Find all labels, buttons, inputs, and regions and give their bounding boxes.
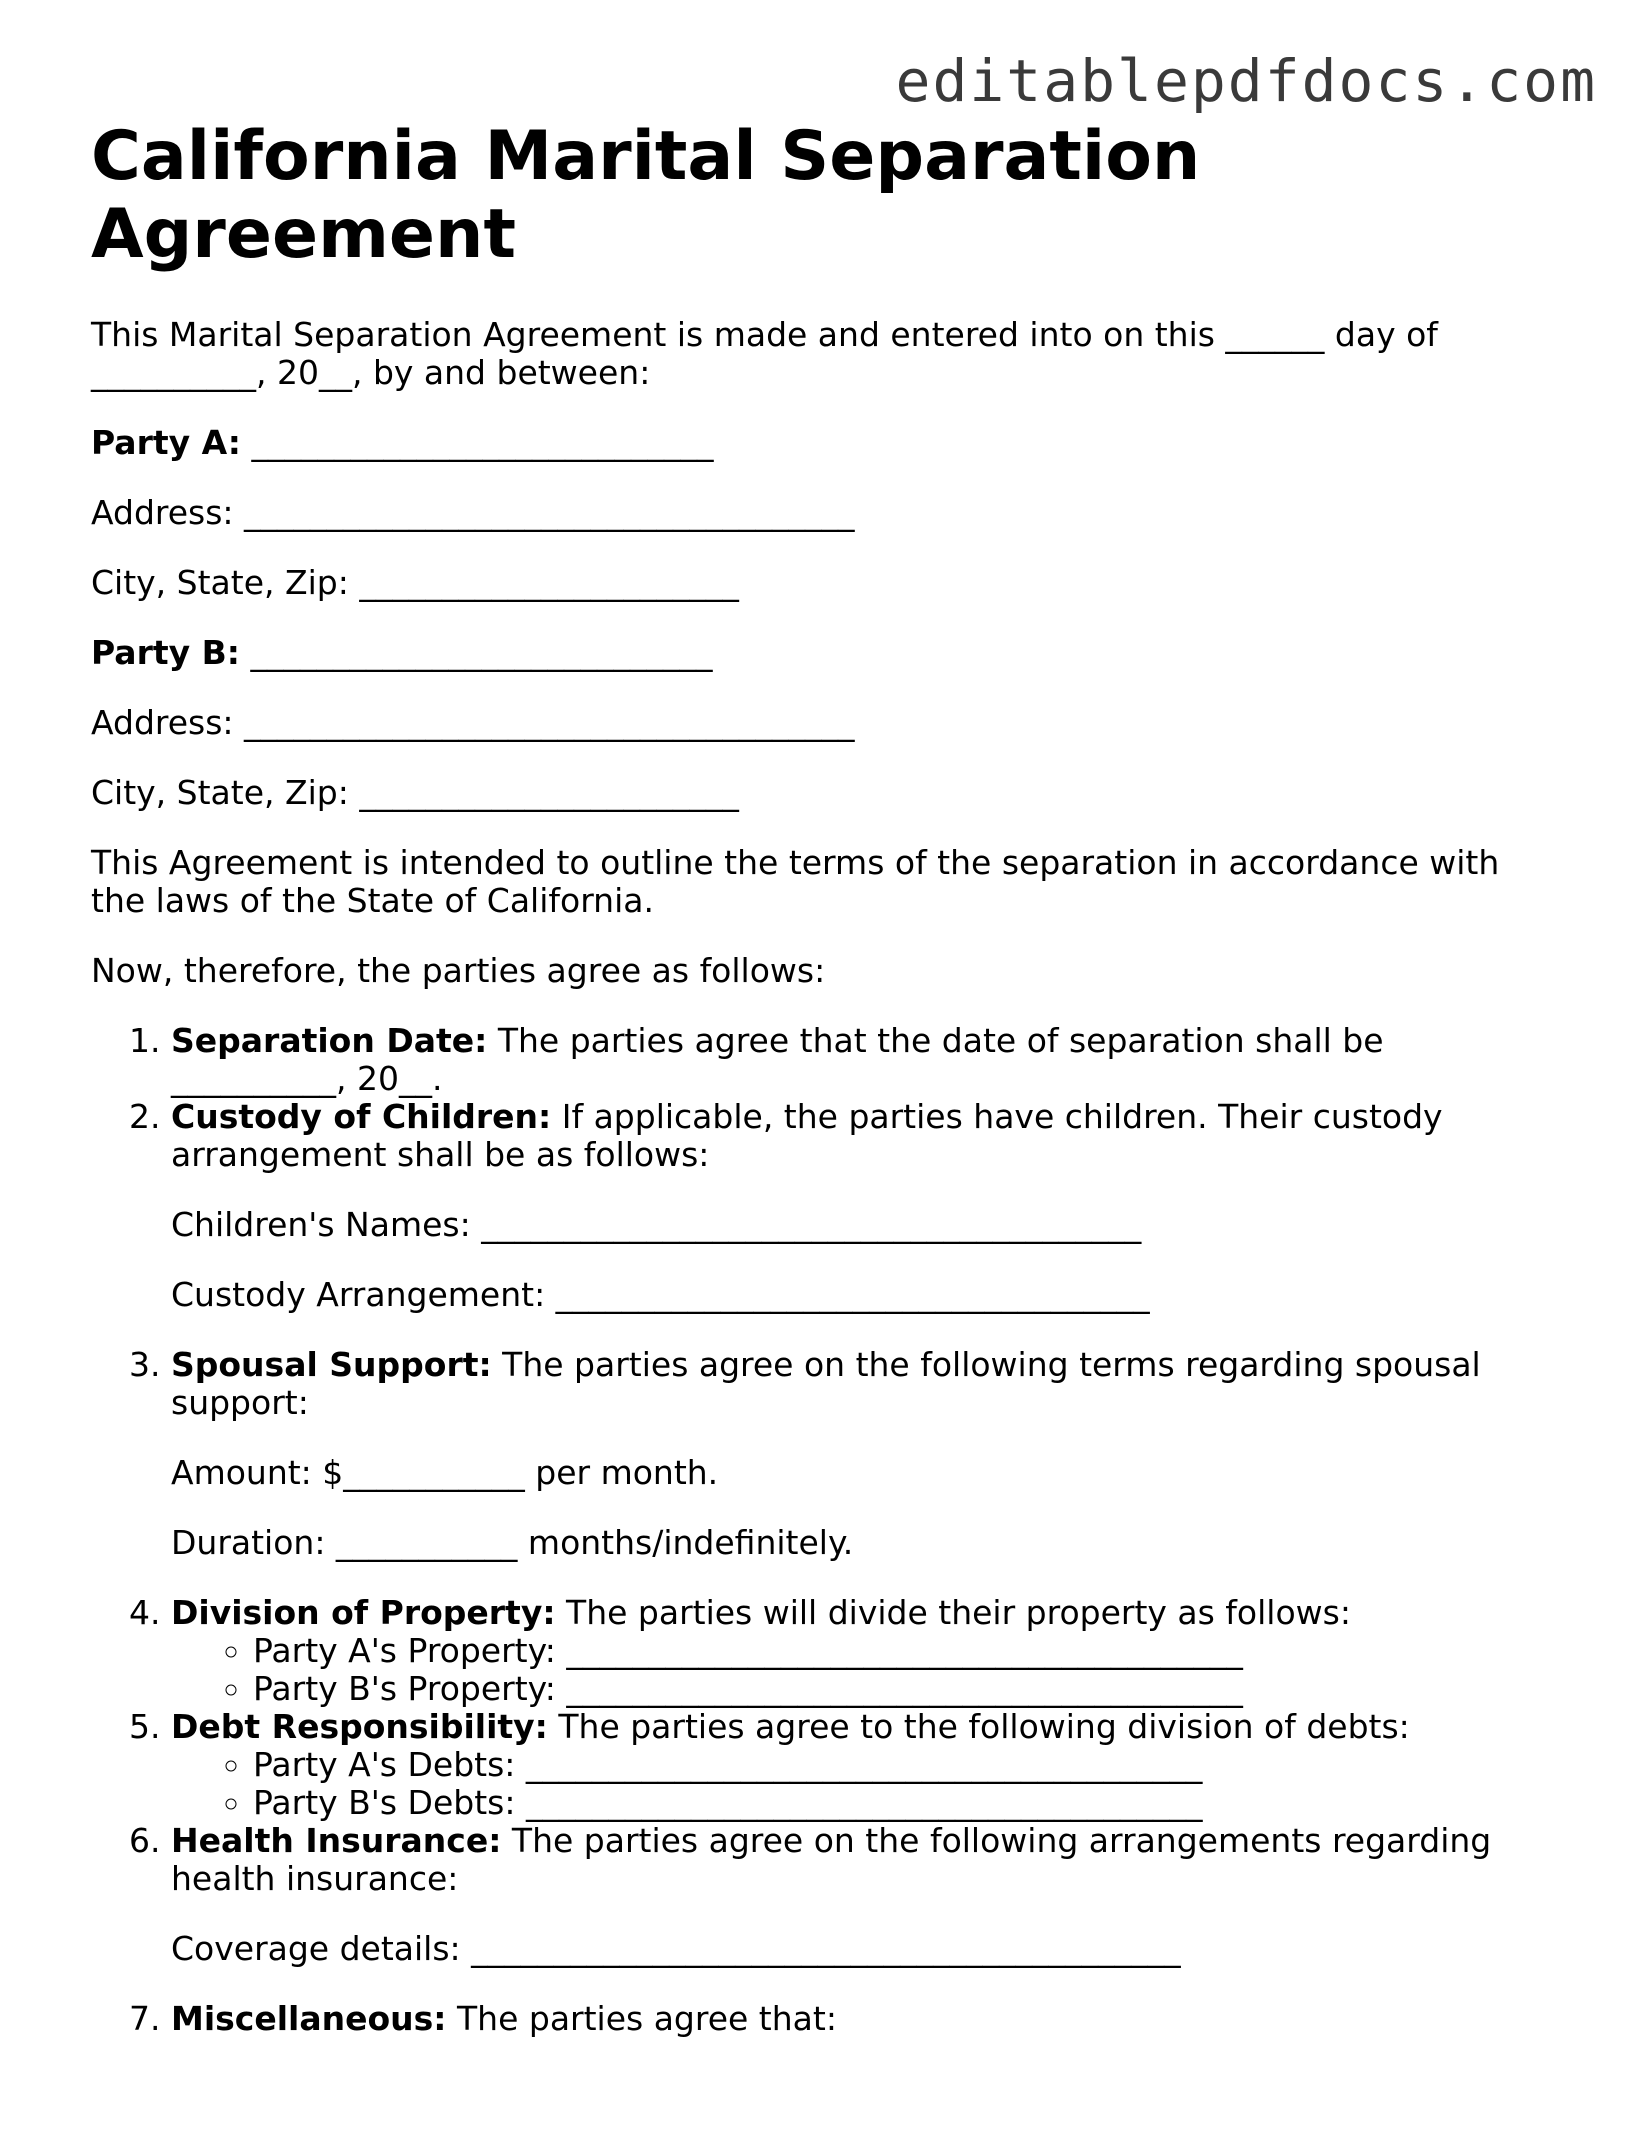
- debt-list: [171, 1746, 1561, 1822]
- document-page: [91, 118, 1561, 2038]
- party-b-name-field[interactable]: ____________________________: [239, 633, 713, 672]
- term-title: Debt Responsibility:: [171, 1707, 548, 1746]
- purpose-paragraph: This Agreement is intended to outline the terms of the separation in accordance with the laws of the State of California.: [91, 843, 1500, 920]
- custody-arrangement-field[interactable]: Custody Arrangement: ____________________________________: [171, 1275, 1150, 1314]
- term-division-of-property: [171, 1594, 1561, 1708]
- term-miscellaneous: [171, 2000, 1561, 2038]
- coverage-details-field[interactable]: Coverage details: ___________________________________________: [171, 1929, 1181, 1968]
- now-therefore-paragraph: Now, therefore, the parties agree as follows:: [91, 951, 826, 990]
- term-title: Health Insurance:: [171, 1821, 502, 1860]
- watermark: editablepdfdocs.com: [895, 47, 1597, 115]
- term-text: The parties agree on the following terms regarding spousal support:: [171, 1345, 1481, 1422]
- party-a-label: Party A:: [91, 423, 241, 462]
- party-b-city-field[interactable]: City, State, Zip: _______________________: [91, 773, 739, 812]
- party-b-line: [91, 634, 1561, 672]
- term-text: The parties agree on the following arrangements regarding health insurance:: [171, 1821, 1492, 1898]
- support-duration-field[interactable]: Duration: ___________ months/indefinitely.: [171, 1523, 854, 1562]
- terms-list: [91, 1022, 1561, 2038]
- term-spousal-support: [171, 1346, 1561, 1562]
- document-title: California Marital Separation Agreement: [91, 117, 1201, 274]
- term-text: The parties agree that:: [446, 1999, 837, 2038]
- term-title: Spousal Support:: [171, 1345, 492, 1384]
- support-amount-field[interactable]: Amount: $___________ per month.: [171, 1453, 719, 1492]
- term-title: Miscellaneous:: [171, 1999, 447, 2038]
- party-a-property-field[interactable]: ◦ Party A's Property: _________________________________________: [253, 1632, 1561, 1670]
- party-a-name-field[interactable]: ____________________________: [240, 423, 714, 462]
- party-b-address-field[interactable]: Address: _____________________________________: [91, 703, 855, 742]
- intro-paragraph: This Marital Separation Agreement is made and entered into on this ______ day of __________, 20__, by and between:: [91, 315, 1438, 392]
- term-health-insurance: [171, 1822, 1561, 1968]
- party-b-debts-field[interactable]: ◦ Party B's Debts: _________________________________________: [253, 1784, 1561, 1822]
- property-list: [171, 1632, 1561, 1708]
- term-text[interactable]: The parties agree that the date of separation shall be __________, 20__.: [171, 1021, 1384, 1098]
- term-custody: [171, 1098, 1561, 1314]
- party-a-address-field[interactable]: Address: _____________________________________: [91, 493, 855, 532]
- party-a-debts-field[interactable]: ◦ Party A's Debts: _________________________________________: [253, 1746, 1561, 1784]
- children-names-field[interactable]: Children's Names: ________________________________________: [171, 1205, 1142, 1244]
- term-title: Custody of Children:: [171, 1097, 552, 1136]
- term-text: If applicable, the parties have children. Their custody arrangement shall be as follows:: [171, 1097, 1443, 1174]
- term-debt-responsibility: [171, 1708, 1561, 1822]
- party-b-property-field[interactable]: ◦ Party B's Property: _________________________________________: [253, 1670, 1561, 1708]
- party-a-city-field[interactable]: City, State, Zip: _______________________: [91, 563, 739, 602]
- party-b-label: Party B:: [91, 633, 240, 672]
- term-title: Division of Property:: [171, 1593, 556, 1632]
- term-text: The parties agree to the following division of debts:: [547, 1707, 1410, 1746]
- term-separation-date: [171, 1022, 1561, 1098]
- term-text: The parties will divide their property as follows:: [555, 1593, 1351, 1632]
- party-a-line: [91, 424, 1561, 462]
- term-title: Separation Date:: [171, 1021, 488, 1060]
